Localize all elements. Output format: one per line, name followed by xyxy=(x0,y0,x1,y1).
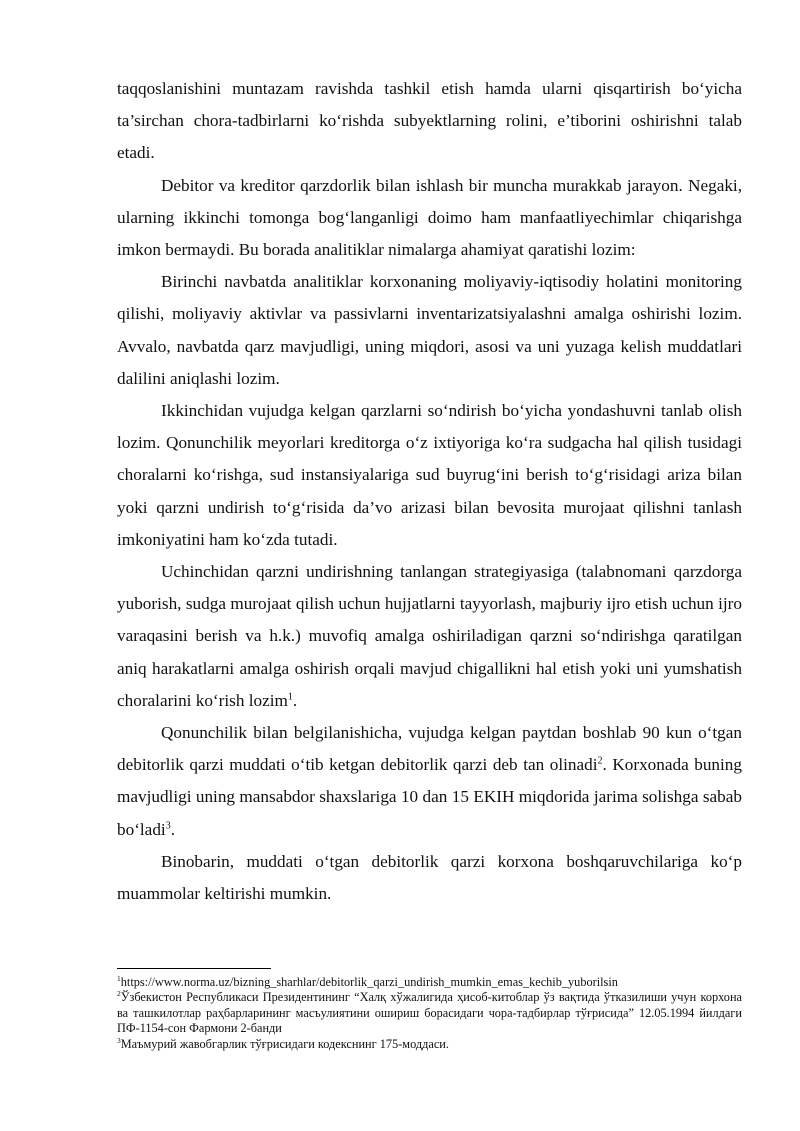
footnote-ref-2[interactable]: 2 xyxy=(597,755,603,767)
footnote-text: Ўзбекистон Республикаси Президентининг “Халқ хўжалигида ҳисоб-китоблар ўз вақтида ўтказилиши учун корхона ва ташкилотлар раҳбарларининг масъулиятини ошириш борасидаги чора-тадбирлар тўғрисида” 12.05.1994 йилдаги ПФ-1154-сон Фармони 2-банди xyxy=(117,990,742,1036)
paragraph-7: Binobarin, muddati o‘tgan debitorlik qarzi korxona boshqaruvchilariga ko‘p muammolar keltirishi mumkin. xyxy=(117,851,742,904)
footnote-number: 3 xyxy=(117,1035,121,1045)
footnote-ref-1[interactable]: 1 xyxy=(287,691,293,703)
paragraph-4: Ikkinchidan vujudga kelgan qarzlarni so‘ndirish bo‘yicha yondashuvni tanlab olish lozim. Qonunchilik meyorlari kreditorga o‘z ixtiyoriga ko‘ra sudgacha hal qilish tusidagi choralarni ko‘rishga, sud instansiyalariga sud buyrug‘ini berish to‘g‘risidagi ariza bilan yoki qarzni undirish to‘g‘risida da’vo arizasi bilan bevosita murojaat qilishni tanlash imkoniyatini ham ko‘zda tutadi. xyxy=(117,401,742,549)
footnote-ref-3[interactable]: 3 xyxy=(165,819,171,831)
paragraph-3: Birinchi navbatda analitiklar korxonaning moliyaviy-iqtisodiy holatini monitoring qilishi, moliyaviy aktivlar va passivlarni inventarizatsiyalashni amalga oshirishi lozim. Avvalo, navbatda qarz mavjudligi, uning miqdori, asosi va uni yuzaga kelish muddatlari dalilini aniqlashi lozim. xyxy=(117,272,742,388)
footnote-number: 1 xyxy=(117,973,121,983)
footnote-1 xyxy=(117,975,742,990)
footnote-link[interactable]: https://www.norma.uz/bizning_sharhlar/debitorlik_qarzi_undirish_mumkin_emas_kechib_yuborilsin xyxy=(120,975,618,989)
footnote-text: Маъмурий жавобгарлик тўғрисидаги кодекснинг 175-моддаси. xyxy=(120,1036,449,1051)
paragraph-5: Uchinchidan qarzni undirishning tanlangan strategiyasiga (talabnomani qarzdorga yuborish, sudga murojaat qilish uchun hujjatlarni tayyorlash, majburiy ijro etish uchun ijro varaqasini berish va h.k.) muvofiq amalga oshiriladigan qarzni so‘ndirishga qaratilgan aniq harakatlarni amalga oshirish orqali mavjud chigallikni hal etish yoki uni yumshatish choralarini ko‘rish lozim$^1$. xyxy=(117,562,742,710)
paragraph-1: taqqoslanishini muntazam ravishda tashkil etish hamda ularni qisqartirish bo‘yicha ta’sirchan chora-tadbirlarni ko‘rishda subyektlarning rolini, e’tiborini oshirishni talab etadi. xyxy=(117,79,742,163)
paragraph-2: Debitor va kreditor qarzdorlik bilan ishlash bir muncha murakkab jarayon. Negaki, ularning ikkinchi tomonga bog‘langanligi doimo ham manfaatliyechimlar chiqarishga imkon bermaydi. Bu borada analitiklar nimalarga ahamiyat qaratishi lozim: xyxy=(117,175,742,260)
footnote-3 xyxy=(117,1037,742,1052)
footnote-2 xyxy=(117,990,742,1036)
footnote-number: 2 xyxy=(117,989,121,999)
body-text xyxy=(117,73,742,910)
footnotes xyxy=(117,975,742,1052)
paragraph-6: Qonunchilik bilan belgilanishicha, vujudga kelgan paytdan boshlab 90 kun o‘tgan debitorlik qarzi muddati o‘tib ketgan debitorlik qarzi deb tan olinadi$^2$. Korxonada buning mavjudligi uning mansabdor shaxslariga 10 dan 15 EKIH miqdorida jarima solishga sabab bo‘ladi$^3$. xyxy=(117,723,742,839)
footnote-separator xyxy=(117,968,271,969)
